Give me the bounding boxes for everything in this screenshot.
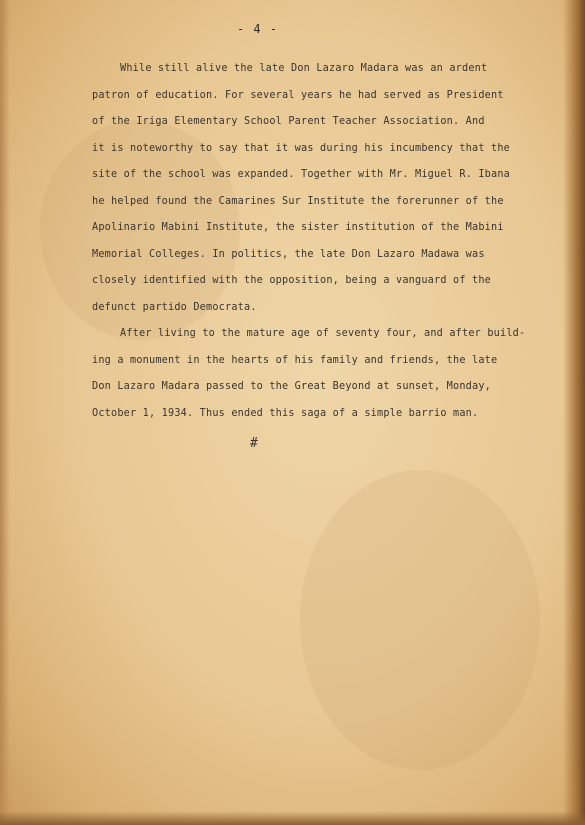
body-text xyxy=(92,56,532,427)
text-line: Memorial Colleges. In politics, the late Don Lazaro Madawa was xyxy=(92,248,485,260)
page-number: - 4 - xyxy=(236,22,279,36)
text-line: ing a monument in the hearts of his family and friends, the late xyxy=(92,354,498,366)
text-line: defunct partido Democrata. xyxy=(92,301,257,313)
text-line: closely identified with the opposition, being a vanguard of the xyxy=(92,275,492,286)
text-line: After living to the mature age of seventy four, and after build- xyxy=(120,328,526,339)
text-line: patron of education. For several years he had served as President xyxy=(92,89,504,101)
page-right-edge xyxy=(563,0,585,825)
text-line: it is noteworthy to say that it was during his incumbency that the xyxy=(92,142,511,154)
text-line: site of the school was expanded. Together with Mr. Miguel R. Ibana xyxy=(92,169,511,180)
text-line: he helped found the Camarines Sur Institute the forerunner of the xyxy=(92,195,504,207)
page-left-edge xyxy=(0,0,10,825)
text-line: While still alive the late Don Lazaro Madara was an ardent xyxy=(120,63,488,74)
text-line: October 1, 1934. Thus ended this saga of a simple barrio man. xyxy=(92,407,479,419)
page-bottom-edge xyxy=(0,811,585,825)
text-line: Apolinario Mabini Institute, the sister institution of the Mabini xyxy=(92,222,504,233)
text-line: Don Lazaro Madara passed to the Great Beyond at sunset, Monday, xyxy=(92,381,492,392)
paper-stain xyxy=(300,470,540,770)
text-line: of the Iriga Elementary School Parent Teacher Association. And xyxy=(92,116,485,127)
end-mark: # xyxy=(250,436,258,451)
